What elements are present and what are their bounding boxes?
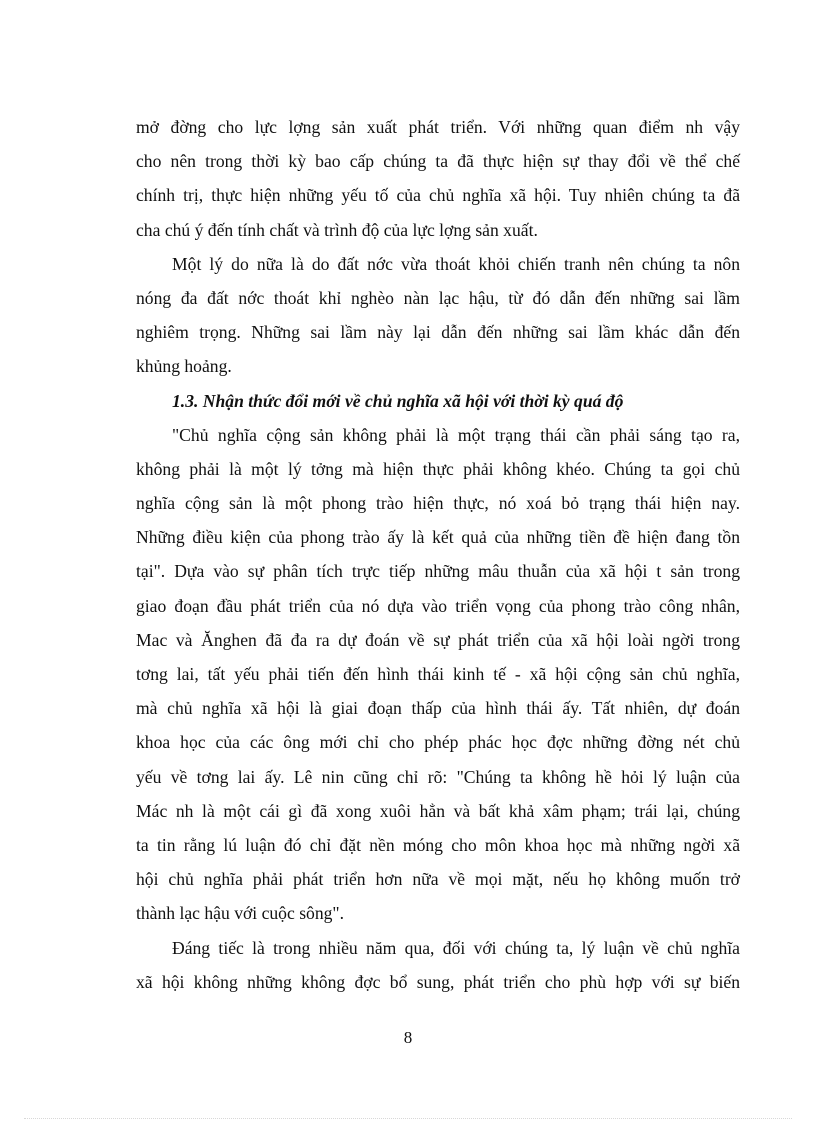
text-line: Mác nh là một cái gì đã xong xuôi hẳn và bất khả xâm phạm; trái lại, chúng bbox=[136, 800, 740, 821]
text-line: xã hội không những không đợc bổ sung, phát triển cho phù hợp với sự biến bbox=[136, 971, 740, 992]
text-line: cho nên trong thời kỳ bao cấp chúng ta đã thực hiện sự thay đổi về thể chế bbox=[136, 151, 740, 172]
text-line: mở đờng cho lực lợng sản xuất phát triển. Với những quan điểm nh vậy bbox=[136, 117, 740, 137]
text-line: Những điều kiện của phong trào ấy là kết quả của những tiền đề hiện đang tồn bbox=[136, 527, 740, 548]
text-line: tơng lai, tất yếu phải tiến đến hình thái kinh tế - xã hội cộng sản chủ nghĩa, bbox=[136, 664, 740, 684]
text-line: chính trị, thực hiện những yếu tố của chủ nghĩa xã hội. Tuy nhiên chúng ta đã bbox=[136, 185, 740, 206]
page-bottom-divider bbox=[24, 1118, 792, 1119]
text-line: cha chú ý đến tính chất và trình độ của lực lợng sản xuất. bbox=[136, 219, 538, 240]
text-line: giao đoạn đầu phát triển của nó dựa vào triển vọng của phong trào công nhân, bbox=[136, 595, 740, 616]
text-line: khủng hoảng. bbox=[136, 356, 232, 377]
text-line: Một lý do nữa là do đất nớc vừa thoát khỏi chiến tranh nên chúng ta nôn bbox=[172, 253, 740, 274]
text-line: nghĩa cộng sản là một phong trào hiện thực, nó xoá bỏ trạng thái hiện nay. bbox=[136, 493, 740, 514]
text-line: nghiêm trọng. Những sai lầm này lại dẫn đến những sai lầm khác dẫn đến bbox=[136, 322, 740, 343]
text-line: hội chủ nghĩa phải phát triển hơn nữa về mọi mặt, nếu họ không muốn trở bbox=[136, 869, 740, 890]
text-line: ta tin rằng lú luận đó chỉ đặt nền móng cho môn khoa học mà những ngời xã bbox=[136, 834, 740, 855]
text-line: mà chủ nghĩa xã hội là giai đoạn thấp của hình thái ấy. Tất nhiên, dự đoán bbox=[136, 698, 740, 719]
text-line: "Chủ nghĩa cộng sản không phải là một trạng thái cần phải sáng tạo ra, bbox=[172, 424, 740, 445]
text-line: không phải là một lý tởng mà hiện thực phải không khéo. Chúng ta gọi chủ bbox=[136, 458, 740, 479]
text-line: Mac và Ănghen đã đa ra dự đoán về sự phát triển của xã hội loài ngời trong bbox=[136, 629, 740, 650]
text-line: tại". Dựa vào sự phân tích trực tiếp những mâu thuẫn của xã hội t sản trong bbox=[136, 561, 740, 582]
body-text bbox=[136, 110, 740, 999]
text-line: thành lạc hậu với cuộc sông". bbox=[136, 903, 345, 924]
text-line: nóng đa đất nớc thoát khỉ nghèo nàn lạc hậu, từ đó dẫn đến những sai lầm bbox=[136, 287, 740, 308]
section-heading: 1.3. Nhận thức đổi mới về chủ nghĩa xã hội với thời kỳ quá độ bbox=[172, 390, 624, 411]
text-line: Đáng tiếc là trong nhiều năm qua, đối với chúng ta, lý luận về chủ nghĩa bbox=[172, 937, 740, 958]
page-number: 8 bbox=[403, 1028, 413, 1047]
text-line: khoa học của các ông mới chỉ cho phép phác học đợc những đờng nét chủ bbox=[136, 732, 740, 753]
text-line: yếu về tơng lai ấy. Lê nin cũng chỉ rõ: "Chúng ta không hề hỏi lý luận của bbox=[136, 766, 740, 787]
